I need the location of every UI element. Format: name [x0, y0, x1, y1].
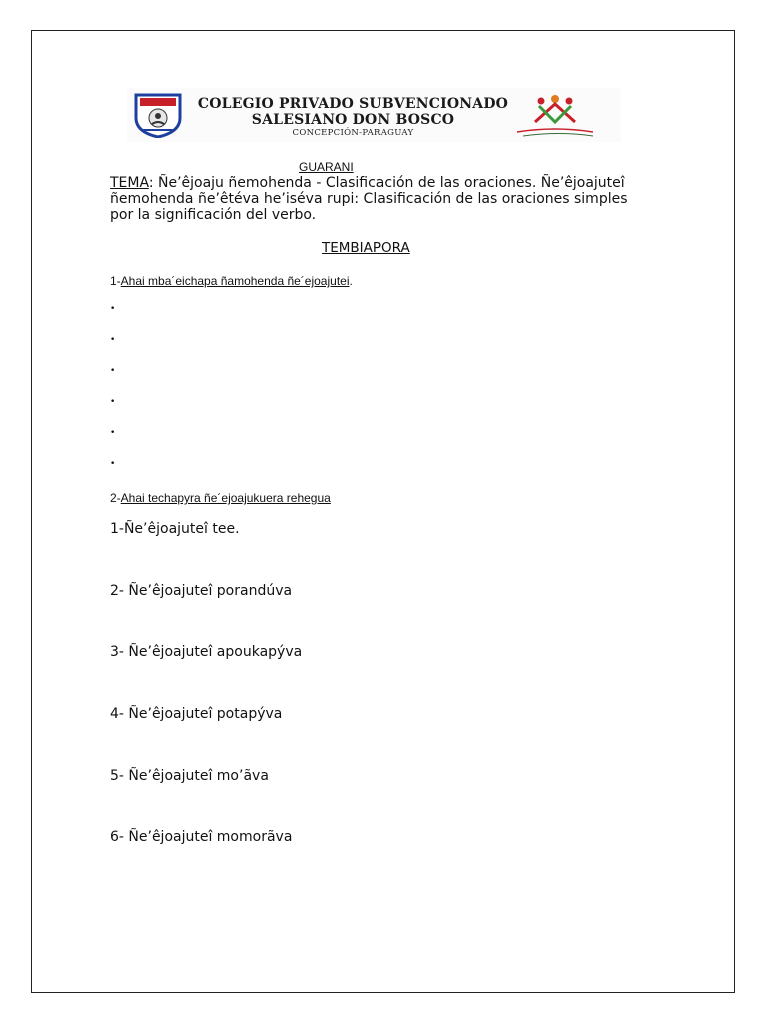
task-1 — [110, 274, 353, 288]
task-2 — [110, 491, 331, 505]
task-number: 2- — [110, 491, 121, 505]
bullet-item: • — [110, 397, 116, 407]
section-title: TEMBIAPORA — [322, 240, 410, 256]
sentence-type-item: 5- Ñe’êjoajuteî mo’ãva — [110, 767, 269, 784]
sentence-type-item: 2- Ñe’êjoajuteî porandúva — [110, 582, 293, 599]
bullet-item: • — [110, 335, 116, 345]
topic-paragraph — [110, 175, 650, 223]
task-number: 1- — [110, 274, 121, 288]
school-header — [127, 88, 621, 142]
topic-text: : Ñe’êjoaju ñemohenda - Clasificación de las oraciones. Ñe’êjoajuteî ñemohenda ñe’êtéva he’iséva rupi: Clasificación de las oraciones simples por la significación del verbo. — [110, 175, 628, 223]
task-text: Ahai techapyra ñe´ejoajukuera rehegua — [120, 491, 331, 505]
task-text: Ahai mba´eichapa ñamohenda ñe´ejoajutei — [120, 274, 350, 288]
bullet-item: • — [110, 459, 116, 469]
task-suffix: . — [349, 274, 353, 288]
school-shield-logo — [130, 92, 186, 138]
bullet-item: • — [110, 304, 116, 314]
sentence-type-item: 4- Ñe’êjoajuteî potapýva — [110, 706, 283, 723]
school-name-line1: COLEGIO PRIVADO SUBVENCIONADO — [197, 96, 509, 112]
bullet-item: • — [110, 428, 116, 438]
subject-title: GUARANI — [299, 160, 354, 174]
sentence-type-item: 3- Ñe’êjoajuteî apoukapýva — [110, 644, 303, 661]
school-location: CONCEPCIÓN-PARAGUAY — [292, 128, 414, 138]
bullet-item: • — [110, 366, 116, 376]
answer-bullet-list — [110, 303, 115, 489]
school-name — [189, 96, 517, 139]
sentence-type-list — [110, 520, 302, 890]
institutional-emblem-logo — [515, 92, 595, 140]
sentence-type-item: 1-Ñe’êjoajuteî tee. — [110, 521, 240, 537]
topic-label: TEMA — [110, 175, 149, 191]
sentence-type-item: 6- Ñe’êjoajuteî momorãva — [110, 829, 293, 846]
school-name-line2: SALESIANO DON BOSCO — [251, 112, 455, 128]
